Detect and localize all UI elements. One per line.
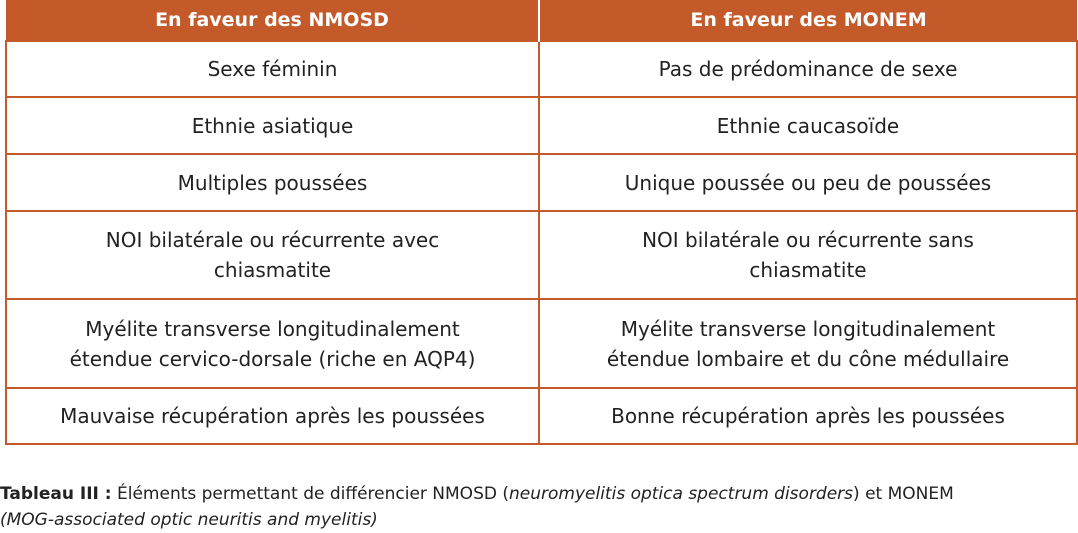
cell-monem	[539, 211, 1077, 299]
caption-label: Tableau III :	[0, 484, 112, 504]
cell-monem	[539, 299, 1077, 388]
table-caption	[0, 481, 1078, 533]
table-row	[6, 388, 1077, 444]
header-monem: En faveur des MONEM	[539, 0, 1077, 41]
caption-italic-term: neuromyelitis optica spectrum disorders	[509, 484, 854, 504]
cell-monem: Ethnie caucasoïde	[539, 97, 1077, 154]
cell-monem: Pas de prédominance de sexe	[539, 41, 1077, 97]
caption-text-end: ) et MONEM	[853, 484, 954, 504]
cell-line: étendue lombaire et du cône médullaire	[606, 346, 1010, 371]
table-row	[6, 97, 1077, 154]
cell-line: Myélite transverse longitudinalement	[85, 316, 460, 341]
table-row	[6, 41, 1077, 97]
cell-nmosd: Ethnie asiatique	[6, 97, 539, 154]
table-header-row	[6, 0, 1077, 41]
cell-nmosd: Mauvaise récupération après les poussées	[6, 388, 539, 444]
caption-text: Éléments permettant de différencier NMOSD (	[111, 484, 509, 504]
cell-nmosd: Multiples poussées	[6, 154, 539, 211]
comparison-table	[5, 0, 1078, 445]
cell-line: chiasmatite	[213, 258, 332, 282]
cell-line: Myélite transverse longitudinalement	[620, 316, 996, 341]
cell-line: chiasmatite	[749, 258, 867, 282]
table-row	[6, 299, 1077, 388]
header-nmosd: En faveur des NMOSD	[6, 0, 539, 41]
cell-nmosd	[6, 299, 539, 388]
cell-nmosd	[6, 211, 539, 299]
table-row	[6, 154, 1077, 211]
cell-line: étendue cervico-dorsale (riche en AQP4)	[69, 346, 476, 371]
cell-line: NOI bilatérale ou récurrente sans	[642, 228, 974, 252]
cell-monem: Unique poussée ou peu de poussées	[539, 154, 1077, 211]
cell-monem: Bonne récupération après les poussées	[539, 388, 1077, 444]
caption-line-2: (MOG-associated optic neuritis and myelitis)	[0, 510, 378, 530]
cell-nmosd: Sexe féminin	[6, 41, 539, 97]
caption-line-1	[0, 481, 1078, 507]
cell-line: NOI bilatérale ou récurrente avec	[105, 228, 440, 252]
table-row	[6, 211, 1077, 299]
